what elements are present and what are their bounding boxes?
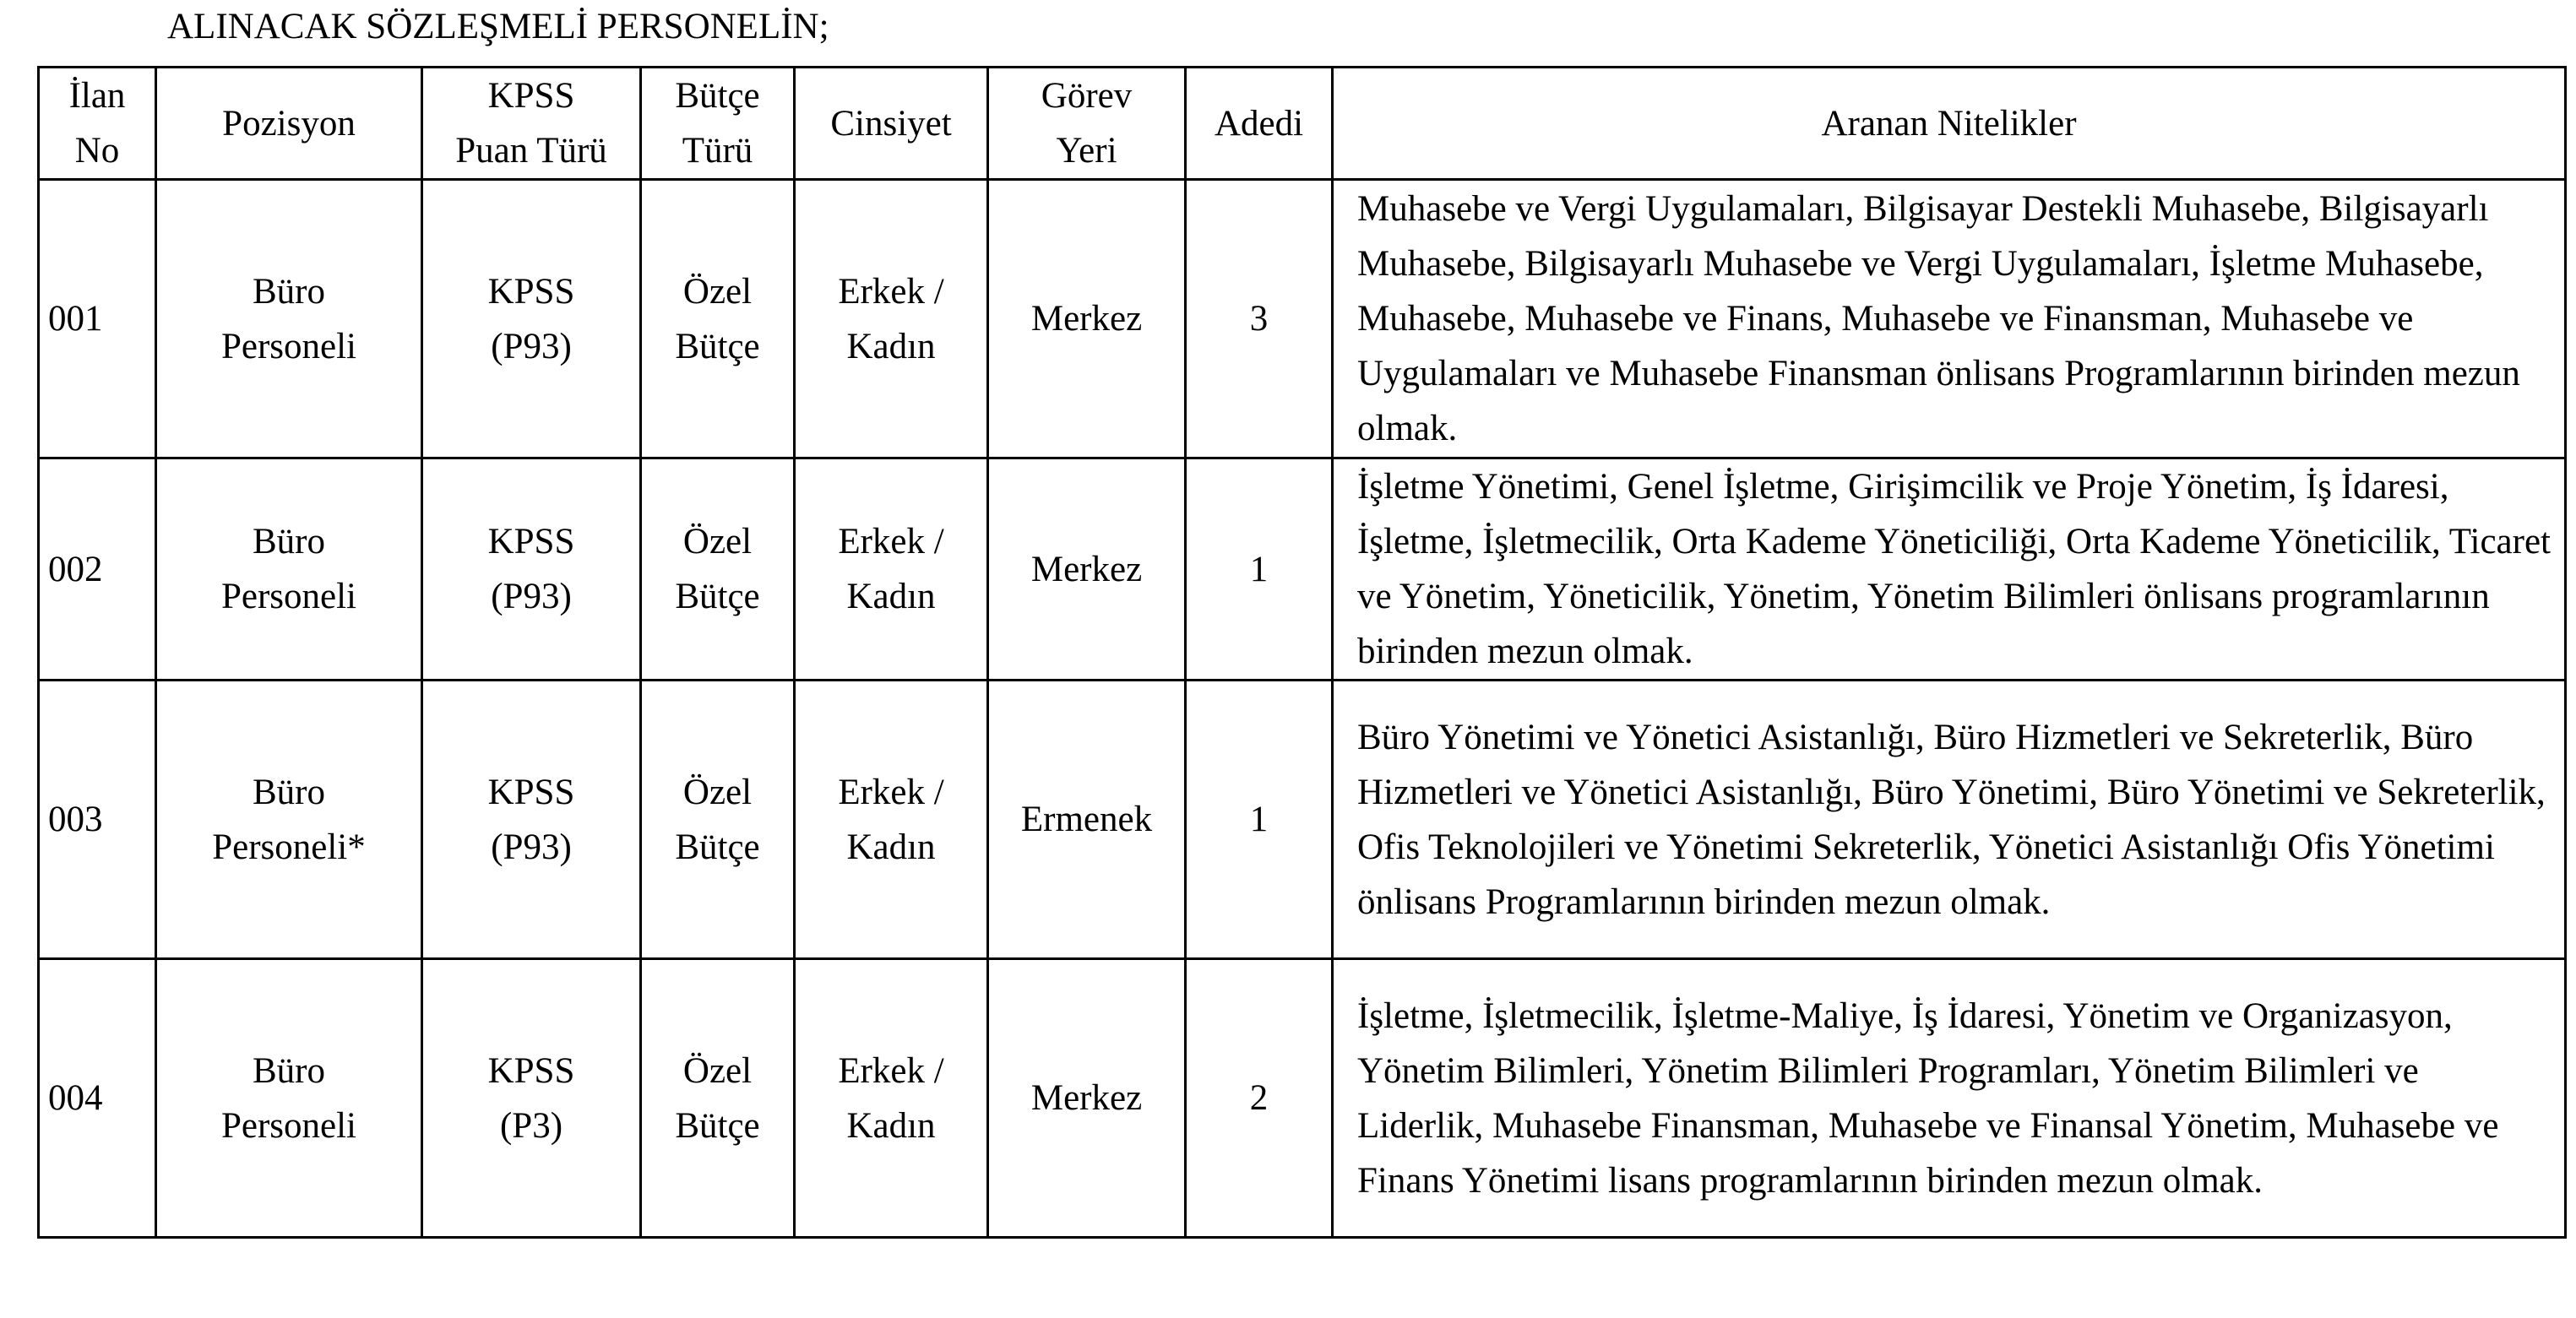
cell-adedi: 1 <box>1186 681 1333 959</box>
header-ilan-no: İlan No <box>39 68 156 180</box>
header-cinsiyet: Cinsiyet <box>795 68 988 180</box>
header-nitelikler: Aranan Nitelikler <box>1333 68 2566 180</box>
cell-cinsiyet: Erkek / Kadın <box>795 458 988 681</box>
cell-gorev-yeri: Merkez <box>988 959 1186 1238</box>
cell-butce: Özel Bütçe <box>641 458 795 681</box>
header-row <box>39 68 2566 180</box>
page-heading: ALINACAK SÖZLEŞMELİ PERSONELİN; <box>167 7 829 46</box>
cell-butce: Özel Bütçe <box>641 180 795 458</box>
cell-nitelikler: Muhasebe ve Vergi Uygulamaları, Bilgisayar Destekli Muhasebe, Bilgisayarlı Muhasebe, Bilgisayarlı Muhasebe ve Vergi Uygulamaları, İşletme Muhasebe, Muhasebe, Muhasebe ve Finans, Muhasebe ve Finansman, Muhasebe ve Uygulamaları ve Muhasebe Finansman önlisans Programlarının birinden mezun olmak. <box>1333 180 2566 458</box>
table-row <box>39 681 2566 959</box>
cell-kpss: KPSS (P93) <box>422 180 641 458</box>
cell-kpss: KPSS (P93) <box>422 458 641 681</box>
cell-ilan-no: 004 <box>39 959 156 1238</box>
cell-gorev-yeri: Merkez <box>988 458 1186 681</box>
cell-cinsiyet: Erkek / Kadın <box>795 959 988 1238</box>
cell-adedi: 3 <box>1186 180 1333 458</box>
cell-nitelikler: Büro Yönetimi ve Yönetici Asistanlığı, Büro Hizmetleri ve Sekreterlik, Büro Hizmetleri ve Yönetici Asistanlığı, Büro Yönetimi, Büro Yönetimi ve Sekreterlik, Ofis Teknolojileri ve Yönetimi Sekreterlik, Yönetici Asistanlığı Ofis Yönetimi önlisans Programlarının birinden mezun olmak. <box>1333 681 2566 959</box>
table-row <box>39 458 2566 681</box>
cell-cinsiyet: Erkek / Kadın <box>795 180 988 458</box>
cell-pozisyon: Büro Personeli <box>156 458 422 681</box>
cell-adedi: 1 <box>1186 458 1333 681</box>
table-row <box>39 180 2566 458</box>
cell-pozisyon: Büro Personeli* <box>156 681 422 959</box>
cell-gorev-yeri: Merkez <box>988 180 1186 458</box>
cell-ilan-no: 001 <box>39 180 156 458</box>
cell-butce: Özel Bütçe <box>641 959 795 1238</box>
header-gorev-yeri: Görev Yeri <box>988 68 1186 180</box>
table-row <box>39 959 2566 1238</box>
cell-gorev-yeri: Ermenek <box>988 681 1186 959</box>
cell-nitelikler: İşletme, İşletmecilik, İşletme-Maliye, İş İdaresi, Yönetim ve Organizasyon, Yönetim Bilimleri, Yönetim Bilimleri Programları, Yönetim Bilimleri ve Liderlik, Muhasebe Finansman, Muhasebe ve Finansal Yönetim, Muhasebe ve Finans Yönetimi lisans programlarının birinden mezun olmak. <box>1333 959 2566 1238</box>
cell-adedi: 2 <box>1186 959 1333 1238</box>
cell-pozisyon: Büro Personeli <box>156 959 422 1238</box>
cell-cinsiyet: Erkek / Kadın <box>795 681 988 959</box>
cell-ilan-no: 002 <box>39 458 156 681</box>
header-kpss: KPSS Puan Türü <box>422 68 641 180</box>
cell-ilan-no: 003 <box>39 681 156 959</box>
cell-pozisyon: Büro Personeli <box>156 180 422 458</box>
cell-kpss: KPSS (P3) <box>422 959 641 1238</box>
personnel-table <box>37 66 2567 1239</box>
header-butce: Bütçe Türü <box>641 68 795 180</box>
header-pozisyon: Pozisyon <box>156 68 422 180</box>
header-adedi: Adedi <box>1186 68 1333 180</box>
cell-nitelikler: İşletme Yönetimi, Genel İşletme, Girişimcilik ve Proje Yönetim, İş İdaresi, İşletme, İşletmecilik, Orta Kademe Yöneticiliği, Orta Kademe Yöneticilik, Ticaret ve Yönetim, Yöneticilik, Yönetim, Yönetim Bilimleri önlisans programlarının birinden mezun olmak. <box>1333 458 2566 681</box>
cell-kpss: KPSS (P93) <box>422 681 641 959</box>
cell-butce: Özel Bütçe <box>641 681 795 959</box>
